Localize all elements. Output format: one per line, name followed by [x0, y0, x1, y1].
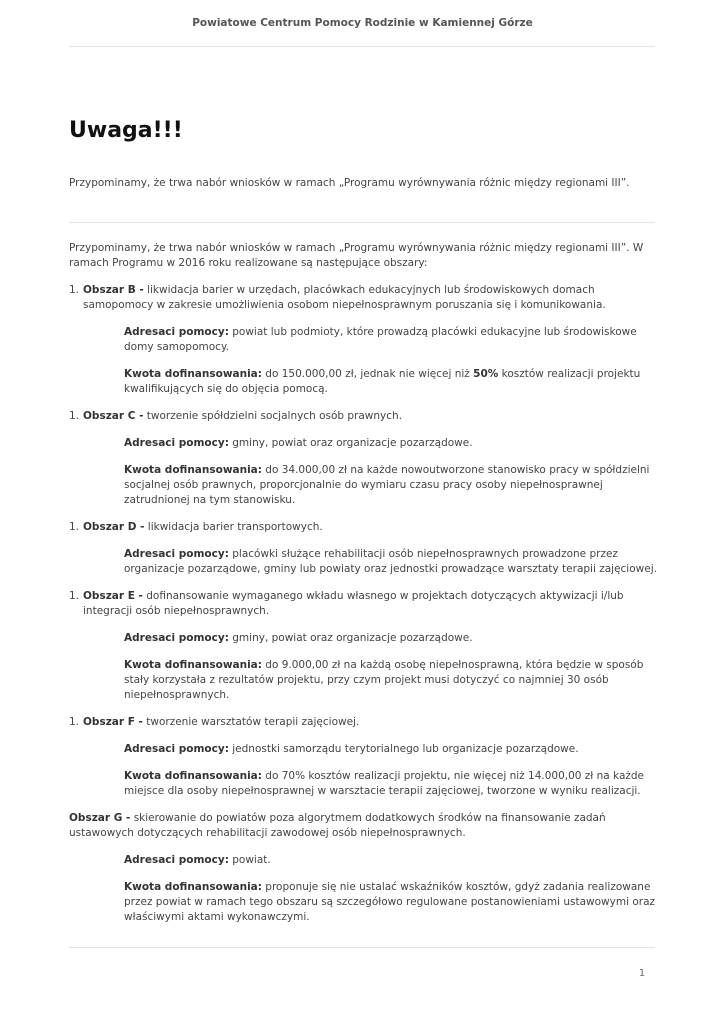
list-number: 1.	[69, 716, 80, 728]
list-item-obszar-c	[69, 409, 657, 424]
area-desc-text: tworzenie spółdzielni socjalnych osób prawnych.	[143, 410, 403, 422]
funding-paragraph	[69, 880, 657, 925]
funding-paragraph	[69, 367, 657, 397]
article-body	[69, 241, 657, 937]
area-name: Obszar F -	[83, 716, 143, 728]
area-description	[83, 409, 657, 424]
funding-paragraph	[69, 658, 657, 703]
list-item-obszar-d	[69, 520, 657, 535]
list-item-obszar-f	[69, 715, 657, 730]
intro-divider	[69, 222, 655, 223]
list-number: 1.	[69, 284, 80, 296]
recipients-paragraph	[69, 853, 657, 868]
list-number: 1.	[69, 521, 80, 533]
funding-paragraph	[69, 463, 657, 508]
recipients-text: jednostki samorządu terytorialnego lub organizacje pozarządowe.	[228, 743, 579, 755]
recipients-paragraph	[69, 547, 657, 577]
list-number: 1.	[69, 410, 80, 422]
recipients-paragraph	[69, 325, 657, 355]
area-name: Obszar D -	[83, 521, 145, 533]
area-description	[83, 715, 657, 730]
paragraph-obszar-g	[69, 811, 657, 841]
list-item-obszar-e	[69, 589, 657, 619]
funding-label: Kwota dofinansowania:	[124, 368, 262, 380]
recipients-paragraph	[69, 436, 657, 451]
funding-percent: 50%	[473, 368, 499, 380]
area-description	[83, 589, 657, 619]
funding-label: Kwota dofinansowania:	[124, 881, 262, 893]
page-header: Powiatowe Centrum Pomocy Rodzinie w Kamiennej Górze	[192, 17, 533, 29]
area-desc-text: dofinansowanie wymaganego wkładu własnego w projektach dotyczących aktywizacji i/lub integracji osób niepełnosprawnych.	[83, 590, 624, 617]
area-name: Obszar B -	[83, 284, 144, 296]
recipients-text: gminy, powiat oraz organizacje pozarządowe.	[228, 632, 473, 644]
recipients-text: placówki służące rehabilitacji osób niepełnosprawnych prowadzone przez organizacje pozarządowe, gminy lub powiaty oraz jednostki prowadzące warsztaty terapii zajęciowej.	[124, 548, 657, 575]
funding-text: do 34.000,00 zł na każde nowoutworzone stanowisko pracy w spółdzielni socjalnej osób prawnych, proporcjonalnie do wymiaru czasu pracy osoby niepełnosprawnej zatrudnionej na tym stanowisku.	[124, 464, 650, 506]
article-title: Uwaga!!!	[69, 118, 183, 143]
funding-text-rest: kosztów realizacji projektu kwalifikujących się do objęcia pomocą.	[124, 368, 641, 395]
lead-paragraph: Przypominamy, że trwa nabór wniosków w ramach „Programu wyrównywania różnic między regionami III”. W ramach Programu w 2016 roku realizowane są następujące obszary:	[69, 242, 644, 269]
recipients-label: Adresaci pomocy:	[124, 743, 229, 755]
funding-label: Kwota dofinansowania:	[124, 659, 262, 671]
funding-label: Kwota dofinansowania:	[124, 770, 262, 782]
recipients-label: Adresaci pomocy:	[124, 548, 229, 560]
area-name: Obszar C -	[83, 410, 144, 422]
list-number: 1.	[69, 590, 80, 602]
recipients-text: powiat lub podmioty, które prowadzą placówki edukacyjne lub środowiskowe domy samopomocy.	[124, 326, 637, 353]
area-desc-text: likwidacja barier transportowych.	[144, 521, 323, 533]
funding-label: Kwota dofinansowania:	[124, 464, 262, 476]
recipients-label: Adresaci pomocy:	[124, 632, 229, 644]
area-name: Obszar E -	[83, 590, 143, 602]
recipients-paragraph	[69, 742, 657, 757]
funding-text: proponuje się nie ustalać wskaźników kosztów, gdyż zadania realizowane przez powiat w ramach tego obszaru są szczegółowo regulowane postanowieniami ustawowymi oraz właściwymi aktami wykonawczymi.	[124, 881, 656, 923]
recipients-label: Adresaci pomocy:	[124, 326, 229, 338]
funding-text: do 70% kosztów realizacji projektu, nie więcej niż 14.000,00 zł na każde miejsce dla osoby niepełnosprawnej w warsztacie terapii zajęciowej, tworzone w wyniku realizacji.	[124, 770, 645, 797]
area-desc-text: likwidacja barier w urzędach, placówkach edukacyjnych lub środowiskowych domach samopomocy w zakresie umożliwienia osobom niepełnosprawnym poruszania się i komunikowania.	[83, 284, 606, 311]
recipients-label: Adresaci pomocy:	[124, 437, 229, 449]
list-item-obszar-b	[69, 283, 657, 313]
article-intro: Przypominamy, że trwa nabór wniosków w ramach „Programu wyrównywania różnic między regionami III”.	[69, 177, 630, 189]
recipients-paragraph	[69, 631, 657, 646]
area-description	[83, 520, 657, 535]
page-number: 1	[638, 968, 645, 979]
recipients-text: gminy, powiat oraz organizacje pozarządowe.	[228, 437, 473, 449]
funding-text: do 9.000,00 zł na każdą osobę niepełnosprawną, która będzie w sposób stały korzystała z rezultatów projektu, przy czym projekt musi dotyczyć co najmniej 30 osób niepełnosprawnych.	[124, 659, 644, 701]
footer-divider	[69, 947, 655, 948]
recipients-label: Adresaci pomocy:	[124, 854, 229, 866]
funding-text: do 150.000,00 zł, jednak nie więcej niż	[261, 368, 474, 380]
area-desc-text: skierowanie do powiatów poza algorytmem dodatkowych środków na finansowanie zadań ustawowych dotyczących rehabilitacji zawodowej osób niepełnosprawnych.	[69, 812, 606, 839]
area-desc-text: tworzenie warsztatów terapii zajęciowej.	[142, 716, 360, 728]
funding-paragraph	[69, 769, 657, 799]
header-divider	[69, 46, 655, 47]
recipients-text: powiat.	[228, 854, 271, 866]
area-name: Obszar G -	[69, 812, 131, 824]
area-description	[83, 283, 657, 313]
